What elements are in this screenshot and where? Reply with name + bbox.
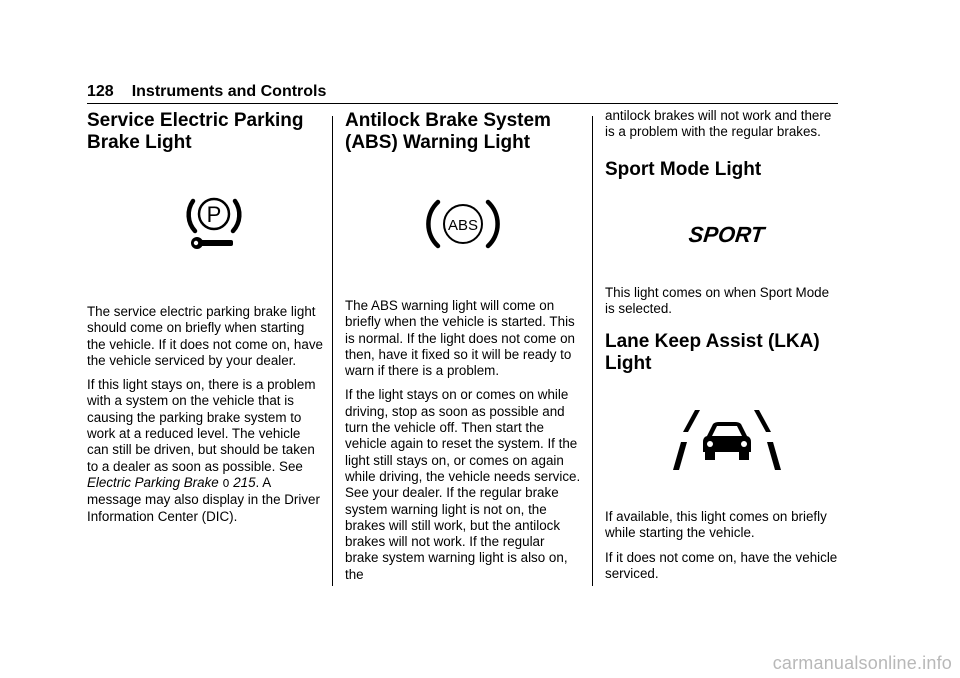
sport-mode-icon bbox=[615, 189, 841, 281]
paragraph: If the light stays on or comes on while driving, stop as soon as possible and turn the vehicle off. Then start the vehicle again to reset the system. If the light still stays on, or comes on again while driving, the vehicle needs service. See your dealer. If the regular brake system warning light is not on, the brakes will still work, but the antilock brakes will not work. If the regular brake system warning light is also on, the bbox=[345, 387, 581, 582]
column-divider bbox=[332, 116, 333, 586]
column-sport-lka bbox=[605, 108, 841, 590]
page-header bbox=[87, 83, 326, 101]
svg-text:ABS: ABS bbox=[447, 217, 479, 234]
page-number: 128 bbox=[87, 83, 114, 100]
paragraph: If it does not come on, have the vehicle serviced. bbox=[605, 549, 838, 582]
svg-text:SPORT: SPORT bbox=[687, 221, 766, 247]
heading-sport-mode: Sport Mode Light bbox=[605, 158, 762, 180]
paragraph: This light comes on when Sport Mode is selected. bbox=[605, 284, 830, 316]
heading-service-parking-brake: Service Electric Parking Brake Light bbox=[87, 110, 304, 153]
section-title: Instruments and Controls bbox=[131, 83, 327, 100]
service-parking-brake-icon bbox=[105, 172, 323, 276]
cross-reference-link[interactable]: Electric Parking Brake bbox=[87, 474, 219, 490]
header-rule bbox=[87, 103, 838, 104]
paragraph: The service electric parking brake light should come on briefly when starting the vehicle. If it does not come on, have the vehicle serviced by your dealer. bbox=[87, 304, 323, 368]
paragraph: antilock brakes will not work and there is a problem with the regular brakes. bbox=[605, 108, 832, 140]
paragraph: If available, this light comes on briefly while starting the vehicle. bbox=[605, 509, 827, 541]
heading-lka: Lane Keep Assist (LKA) Light bbox=[605, 331, 820, 375]
lane-keep-assist-icon bbox=[613, 391, 841, 497]
abs-warning-icon bbox=[345, 172, 581, 276]
column-service-parking-brake bbox=[87, 108, 323, 533]
watermark: carmanualsonline.info bbox=[772, 653, 952, 673]
heading-abs-warning: Antilock Brake System (ABS) Warning Light bbox=[345, 110, 551, 153]
column-divider bbox=[592, 116, 593, 586]
page-ref-icon: 0 bbox=[222, 476, 230, 490]
column-abs-warning bbox=[345, 108, 581, 591]
page-reference[interactable]: 215 bbox=[233, 474, 256, 490]
svg-text:P: P bbox=[206, 202, 222, 227]
paragraph: The ABS warning light will come on briefly when the vehicle is started. This is normal. If the light does not come on then, have it fixed so it will be ready to warn if there is a problem. bbox=[345, 298, 575, 379]
paragraph: If this light stays on, there is a problem with a system on the vehicle that is causing the parking brake system to work at a reduced level. The vehicle can still be driven, but should be taken to a dealer as soon as possible. See Electric Parking Brake 0 215. A message may also display in the Driver Information Center (DIC). bbox=[87, 377, 320, 524]
